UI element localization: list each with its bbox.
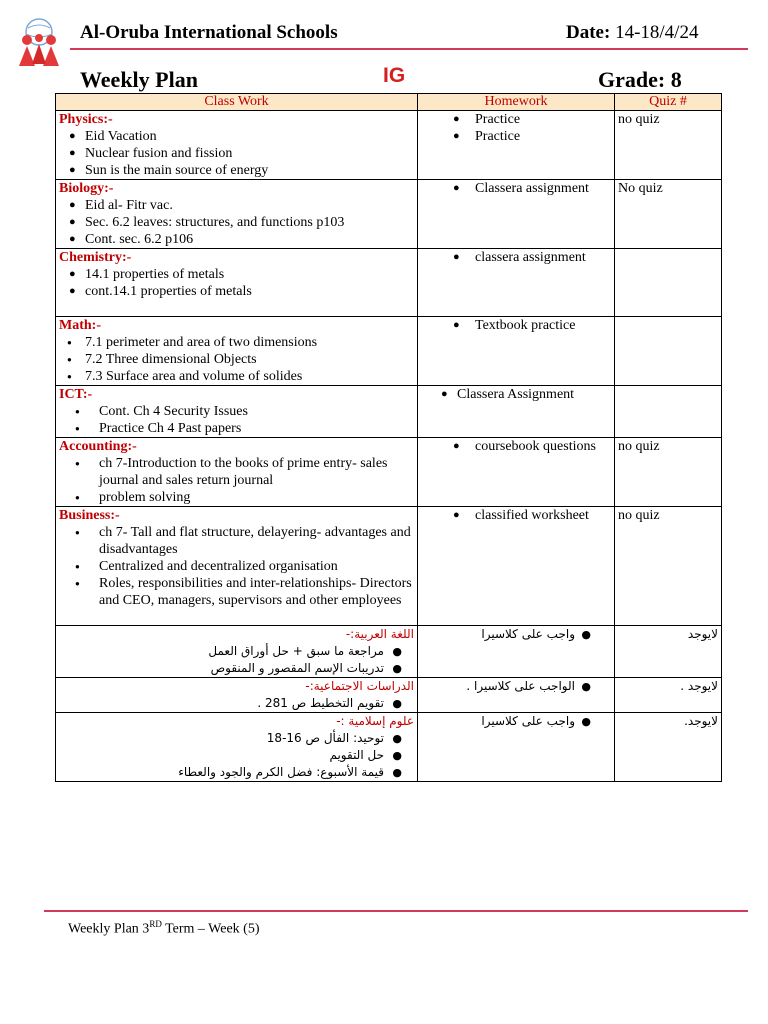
list-item: ● Classera assignment <box>421 180 611 197</box>
table-header-row <box>56 94 722 111</box>
date <box>566 22 698 44</box>
list-item: ● Cont. Ch 4 Security Issues <box>59 403 414 420</box>
footer-text <box>68 919 260 938</box>
classwork-cell <box>56 507 418 626</box>
homework-cell <box>418 438 615 507</box>
list-item: ● Cont. sec. 6.2 p106 <box>59 231 414 248</box>
list-item: ● cont.14.1 properties of metals <box>59 283 414 300</box>
list-item: ● Eid al- Fitr vac. <box>59 197 414 214</box>
subject-label: الدراسات الاجتماعية:- <box>305 679 414 693</box>
subject-label: Physics:- <box>59 112 113 127</box>
footer-sup: RD <box>149 919 162 929</box>
classwork-cell <box>56 317 418 386</box>
list-item: ● classified worksheet <box>421 507 611 524</box>
classwork-cell <box>56 180 418 249</box>
quiz-cell: No quiz <box>615 180 722 249</box>
classwork-cell <box>56 249 418 317</box>
list-item: ● problem solving <box>59 489 414 506</box>
list-item: ● Sec. 6.2 leaves: structures, and functions p103 <box>59 214 414 231</box>
homework-cell <box>418 317 615 386</box>
list-item: ● 7.2 Three dimensional Objects <box>59 351 414 368</box>
list-item: ● تدريبات الإسم المقصور و المنقوص <box>59 660 414 677</box>
list-item: ● classera assignment <box>421 249 611 266</box>
quiz-cell: لايوجد . <box>615 678 722 713</box>
classwork-cell <box>56 386 418 438</box>
school-logo <box>14 14 64 72</box>
list-item: ● ch 7- Tall and flat structure, delayering- advantages and disadvantages <box>59 524 414 558</box>
footer-divider <box>44 910 748 912</box>
quiz-cell: no quiz <box>615 111 722 180</box>
list-item: ● الواجب على كلاسيرا . <box>421 678 611 695</box>
quiz-cell <box>615 249 722 317</box>
list-item: ● تقويم التخطيط ص 281 . <box>59 695 414 712</box>
quiz-cell <box>615 317 722 386</box>
list-item: ● Classera Assignment <box>421 386 611 403</box>
list-item: ● Sun is the main source of energy <box>59 162 414 179</box>
subject-label: ICT:- <box>59 387 93 402</box>
list-item: ● Nuclear fusion and fission <box>59 145 414 162</box>
table-row <box>56 678 722 713</box>
footer-suffix: Term – Week (5) <box>161 921 260 937</box>
list-item: ● مراجعة ما سبق + حل أوراق العمل <box>59 643 414 660</box>
table-row <box>56 713 722 782</box>
table-row <box>56 386 722 438</box>
subject-label: Biology:- <box>59 181 114 196</box>
table-row <box>56 111 722 180</box>
subject-label: Math:- <box>59 318 101 333</box>
list-item: ● واجب على كلاسيرا <box>421 626 611 643</box>
list-item: ● Eid Vacation <box>59 128 414 145</box>
col-header-homework: Homework <box>418 94 615 111</box>
table-row <box>56 317 722 386</box>
homework-cell <box>418 678 615 713</box>
subject-label: Business:- <box>59 508 120 523</box>
list-item: ● Practice <box>421 128 611 145</box>
quiz-cell: لايوجد <box>615 626 722 678</box>
list-item: ● قيمة الأسبوع: فضل الكرم والجود والعطاء <box>59 764 414 781</box>
homework-cell <box>418 713 615 782</box>
quiz-cell <box>615 386 722 438</box>
plan-title: Weekly Plan <box>80 67 198 92</box>
quiz-cell: no quiz <box>615 438 722 507</box>
list-item: ● Practice <box>421 111 611 128</box>
homework-cell <box>418 626 615 678</box>
subject-label: علوم إسلامية :- <box>336 714 414 728</box>
quiz-cell: no quiz <box>615 507 722 626</box>
list-item: ● توحيد: الفأل ص 16-18 <box>59 730 414 747</box>
subject-label: اللغة العربية:- <box>345 627 414 641</box>
table-row <box>56 180 722 249</box>
list-item: ● Roles, responsibilities and inter-relationships- Directors and CEO, managers, supervisors and other employees <box>59 575 414 609</box>
homework-cell <box>418 386 615 438</box>
table-row <box>56 626 722 678</box>
list-item: ● Centralized and decentralized organisation <box>59 558 414 575</box>
grade-label: Grade: 8 <box>598 67 682 92</box>
list-item: ● واجب على كلاسيرا <box>421 713 611 730</box>
list-item: ● حل التقويم <box>59 747 414 764</box>
list-item: ● 7.1 perimeter and area of two dimensions <box>59 334 414 351</box>
table-row <box>56 507 722 626</box>
classwork-cell <box>56 678 418 713</box>
col-header-classwork: Class Work <box>56 94 418 111</box>
table-row <box>56 438 722 507</box>
list-item: ● ch 7-Introduction to the books of prime entry- sales journal and sales return journal <box>59 455 414 489</box>
list-item: ● Textbook practice <box>421 317 611 334</box>
header-divider <box>70 48 748 50</box>
list-item: ● Practice Ch 4 Past papers <box>59 420 414 437</box>
date-label: Date: <box>566 22 611 43</box>
homework-cell <box>418 249 615 317</box>
homework-cell <box>418 507 615 626</box>
table-row <box>56 249 722 317</box>
classwork-cell <box>56 626 418 678</box>
col-header-quiz: Quiz # <box>615 94 722 111</box>
subject-label: Chemistry:- <box>59 250 132 265</box>
homework-cell <box>418 180 615 249</box>
classwork-cell <box>56 111 418 180</box>
list-item: ● coursebook questions <box>421 438 611 455</box>
date-value: 14-18/4/24 <box>615 22 699 43</box>
quiz-cell: لايوجد. <box>615 713 722 782</box>
footer-prefix: Weekly Plan 3 <box>68 921 150 937</box>
list-item: ● 7.3 Surface area and volume of solides <box>59 368 414 385</box>
track-label: IG <box>383 64 406 87</box>
classwork-cell <box>56 713 418 782</box>
school-name: Al-Oruba International Schools <box>80 22 338 43</box>
list-item: ● 14.1 properties of metals <box>59 266 414 283</box>
homework-cell <box>418 111 615 180</box>
classwork-cell <box>56 438 418 507</box>
weekly-plan-table <box>55 93 722 782</box>
subject-label: Accounting:- <box>59 439 137 454</box>
